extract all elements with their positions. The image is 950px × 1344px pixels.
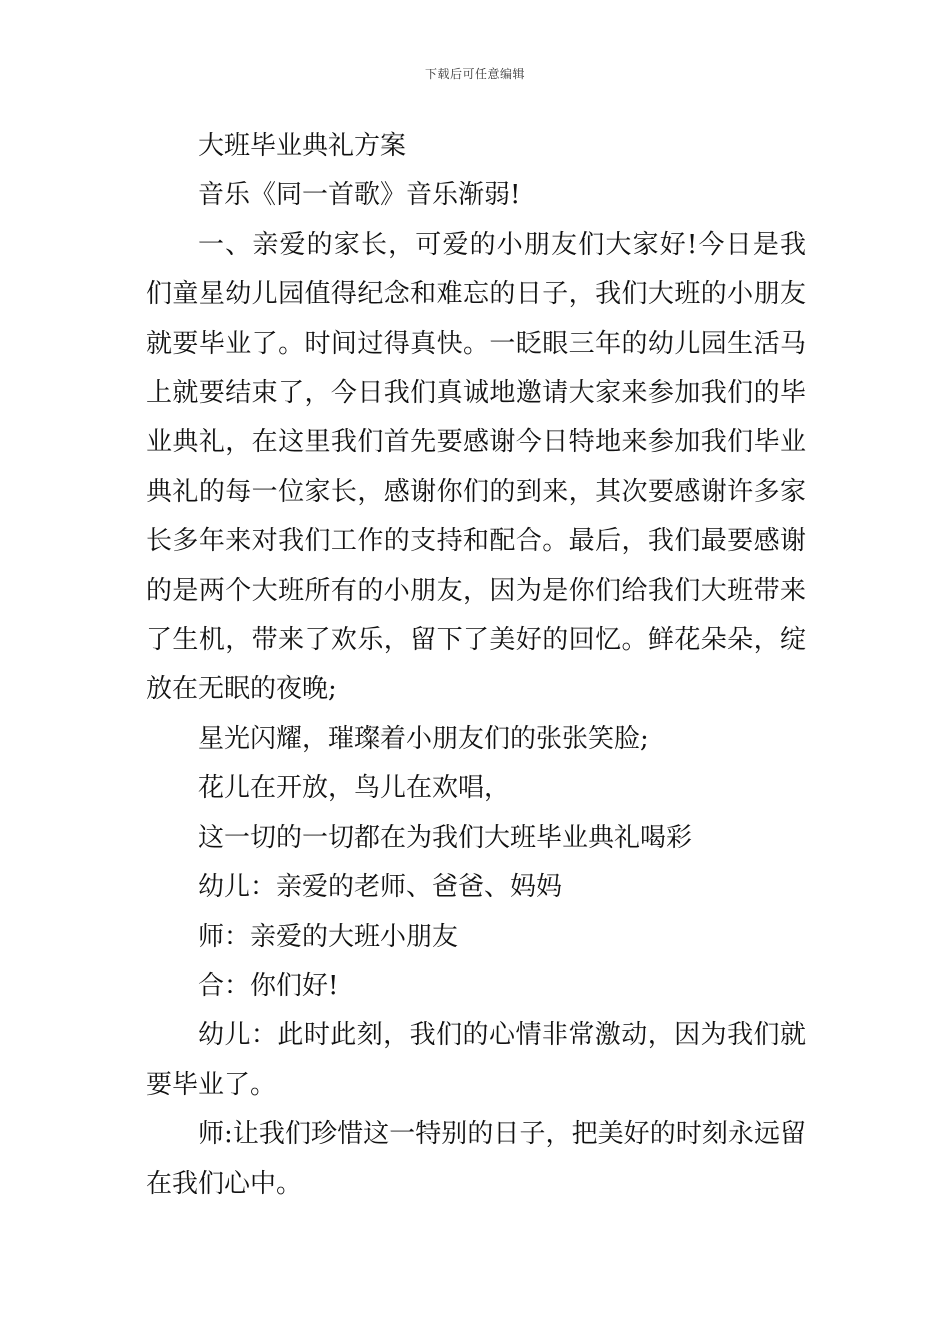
dialogue-line: 幼儿：亲爱的老师、爸爸、妈妈 (198, 872, 563, 903)
document-title: 大班毕业典礼方案 (198, 131, 407, 161)
music-cue: 音乐《同一首歌》音乐渐弱! (198, 180, 521, 211)
dialogue-line: 幼儿：此时此刻，我们的心情非常激动，因为我们就要毕业了。 (146, 1020, 806, 1100)
verse-line: 星光闪耀，璀璨着小朋友们的张张笑脸; (198, 723, 649, 754)
page-header-note: 下载后可任意编辑 (424, 67, 525, 81)
verse-line: 花儿在开放，鸟儿在欢唱， (198, 773, 511, 804)
dialogue-line: 合：你们好! (198, 970, 339, 1001)
dialogue-line: 师：亲爱的大班小朋友 (198, 921, 459, 952)
opening-speech-paragraph: 一、亲爱的家长，可爱的小朋友们大家好!今日是我们童星幼儿园值得纪念和难忘的日子，我们大班的小朋友就要毕业了。时间过得真快。一眨眼三年的幼儿园生活马上就要结束了，今日我们真诚地邀请大家来参加我们的毕业典礼，在这里我们首先要感谢今日特地来参加我们毕业典礼的每一位家长，感谢你们的到来，其次要感谢许多家长多年来对我们工作的支持和配合。最后，我们最要感谢的是两个大班所有的小朋友，因为是你们给我们大班带来了生机，带来了欢乐，留下了美好的回忆。鲜花朵朵，绽放在无眠的夜晚; (146, 229, 806, 705)
dialogue-line: 师:让我们珍惜这一特别的日子，把美好的时刻永远留在我们心中。 (146, 1119, 806, 1199)
verse-line: 这一切的一切都在为我们大班毕业典礼喝彩 (198, 822, 693, 853)
document-body (146, 122, 806, 1209)
